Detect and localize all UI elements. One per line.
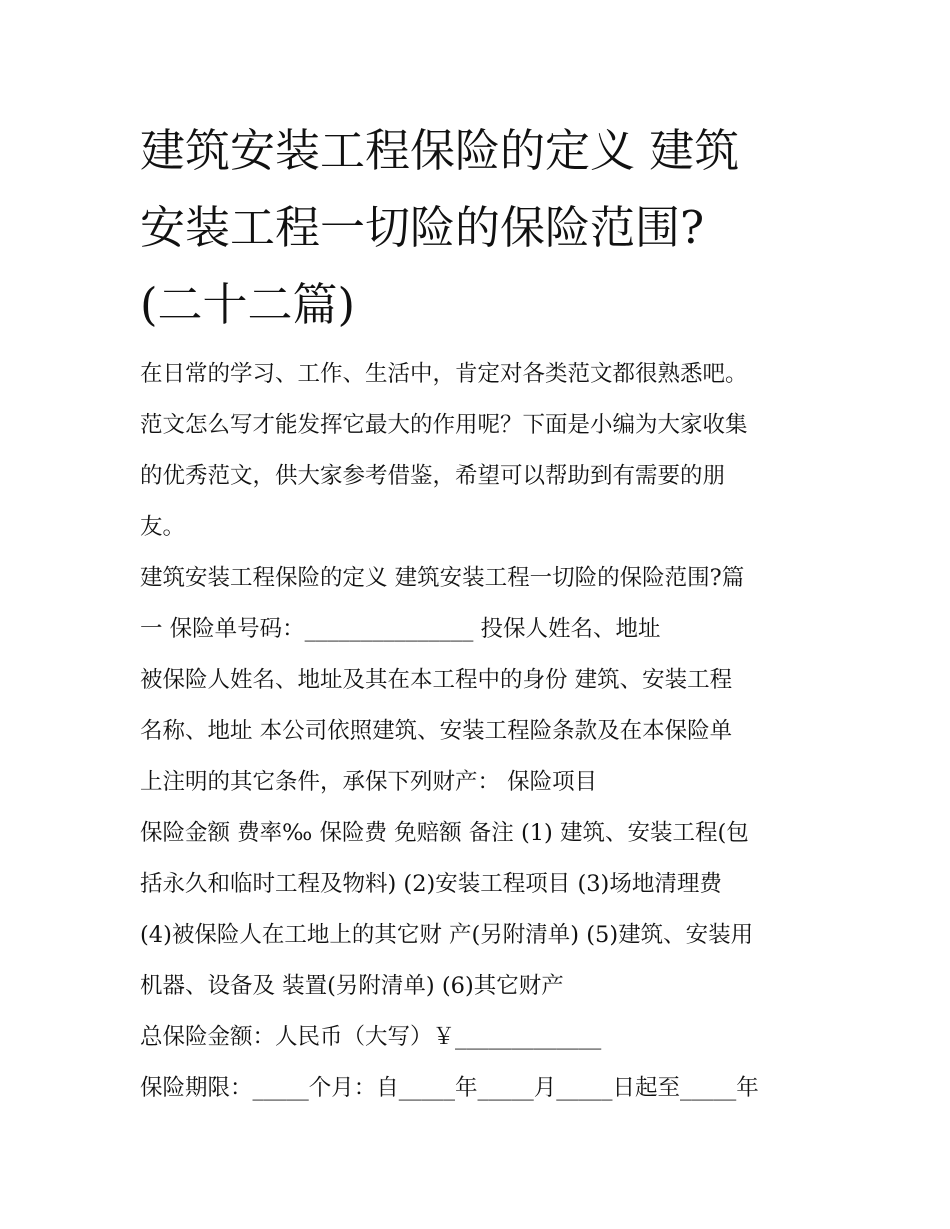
title-line-3: (二十二篇) bbox=[140, 278, 356, 331]
intro-line-2: 范文怎么写才能发挥它最大的作用呢？下面是小编为大家收集 bbox=[140, 412, 748, 438]
intro-line-4: 友。 bbox=[140, 514, 186, 540]
policy-line-5: 上注明的其它条件，承保下列财产： 保险项目 bbox=[140, 769, 598, 795]
policy-paragraph bbox=[140, 553, 820, 1114]
document-body bbox=[140, 349, 820, 1114]
policy-line-2: 一 保险单号码：_______________ 投保人姓名、地址 bbox=[140, 616, 661, 642]
total-insured-amount-line: 总保险金额：人民币（大写）￥_____________ bbox=[140, 1024, 602, 1050]
policy-line-7: 括永久和临时工程及物料) (2)安装工程项目 (3)场地清理费 bbox=[140, 871, 722, 897]
title-line-2: 安装工程一切险的保险范围? bbox=[140, 201, 705, 254]
intro-line-1: 在日常的学习、工作、生活中，肯定对各类范文都很熟悉吧。 bbox=[140, 361, 748, 387]
policy-line-6: 保险金额 费率‰ 保险费 免赔额 备注 (1) 建筑、安装工程(包 bbox=[140, 820, 749, 846]
policy-line-3: 被保险人姓名、地址及其在本工程中的身份 建筑、安装工程 bbox=[140, 667, 733, 693]
title-line-1: 建筑安装工程保险的定义 建筑 bbox=[140, 124, 740, 177]
intro-line-3: 的优秀范文，供大家参考借鉴，希望可以帮助到有需要的朋 bbox=[140, 463, 726, 489]
policy-line-8: (4)被保险人在工地上的其它财 产(另附清单) (5)建筑、安装用 bbox=[140, 922, 754, 948]
document-title bbox=[140, 112, 820, 343]
policy-line-4: 名称、地址 本公司依照建筑、安装工程险条款及在本保险单 bbox=[140, 718, 733, 744]
policy-line-1: 建筑安装工程保险的定义 建筑安装工程一切险的保险范围?篇 bbox=[140, 565, 745, 591]
document-page bbox=[140, 112, 820, 1114]
intro-paragraph bbox=[140, 349, 820, 553]
policy-line-9: 机器、设备及 装置(另附清单) (6)其它财产 bbox=[140, 973, 564, 999]
insurance-period-line: 保险期限：_____个月：自_____年_____月_____日起至_____年 bbox=[140, 1075, 759, 1101]
